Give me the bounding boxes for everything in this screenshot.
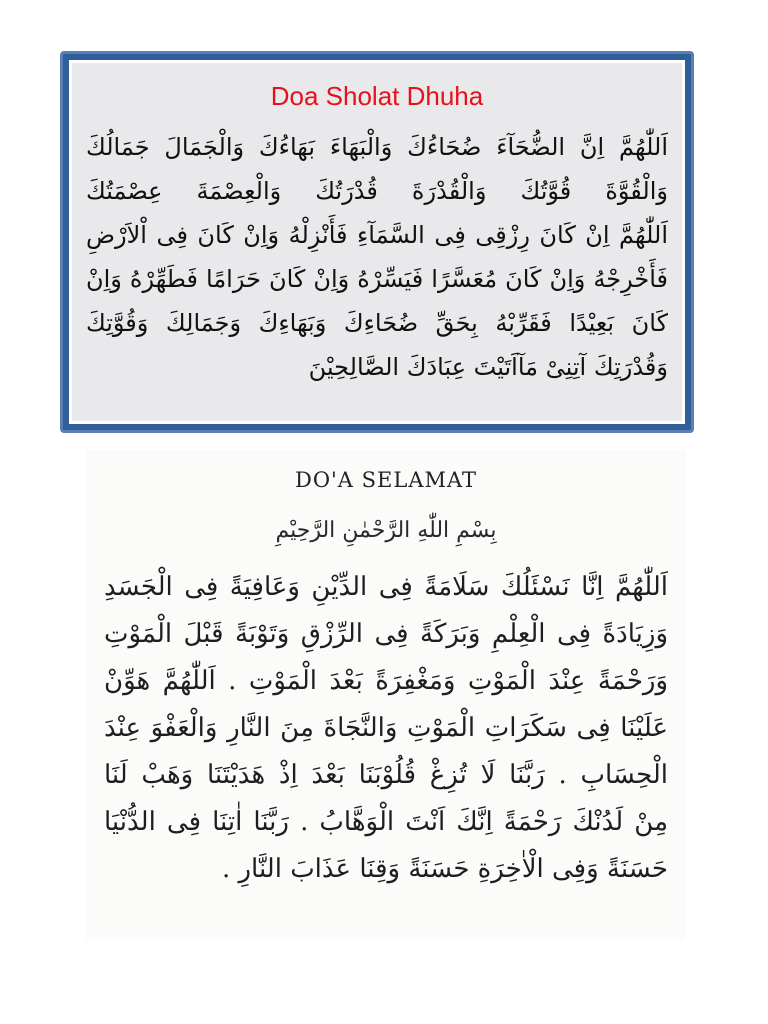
doa-dhuha-panel-inner — [69, 60, 685, 424]
doa-selamat-text — [104, 564, 668, 893]
doa-dhuha-line-1: اَللّٰهُمَّ اِنَّ الضُّحَآءَ ضُحَاءُكَ وَالْبَهَاءَ بَهَاءُكَ وَالْجَمَالَ جَمَالُكَ — [86, 133, 668, 161]
doa-dhuha-line-6: وَقُدْرَتِكَ آتِنِىْ مَآاَتَيْتَ عِبَادَكَ الصَّالِحِيْنَ — [308, 353, 668, 381]
doa-selamat-line-7: حَسَنَةً وَفِى الْاٰخِرَةِ حَسَنَةً وَقِنَا عَذَابَ النَّارِ . — [221, 854, 668, 884]
doa-selamat-line-2: وَزِيَادَةً فِى الْعِلْمِ وَبَرَكَةً فِى الرِّزْقِ وَتَوْبَةً قَبْلَ الْمَوْتِ — [104, 619, 668, 649]
doa-dhuha-line-4: فَأَخْرِجْهُ وَاِنْ كَانَ مُعَسَّرًا فَيَسِّرْهُ وَاِنْ كَانَ حَرَامًا فَطَهِّرْهُ وَاِنْ — [86, 265, 668, 293]
doa-selamat-line-1: اَللّٰهُمَّ اِنَّا نَسْئَلُكَ سَلَامَةً فِى الدِّيْنِ وَعَافِيَةً فِى الْجَسَدِ — [104, 572, 668, 602]
doa-dhuha-line-5: كَانَ بَعِيْدًا فَقَرِّبْهُ بِحَقِّ ضُحَاءِكَ وَبَهَاءِكَ وَجَمَالِكَ وَقُوَّتِكَ — [86, 309, 668, 337]
doa-dhuha-panel — [60, 51, 694, 433]
doa-selamat-title: DO'A SELAMAT — [294, 468, 478, 492]
doa-selamat-scan — [86, 450, 686, 940]
doa-dhuha-title: Doa Sholat Dhuha — [270, 81, 484, 111]
doa-selamat-bismillah: بِسْمِ اللّٰهِ الرَّحْمٰنِ الرَّحِيْمِ — [275, 518, 497, 543]
doa-selamat-line-4: عَلَيْنَا فِى سَكَرَاتِ الْمَوْتِ وَالنَّجَاةَ مِنَ النَّارِ وَالْعَفْوَ عِنْدَ — [104, 713, 668, 743]
doa-dhuha-line-2: وَالْقُوَّةَ قُوَّتُكَ وَالْقُدْرَةَ قُدْرَتُكَ وَالْعِصْمَةَ عِصْمَتُكَ — [86, 177, 668, 205]
doa-selamat-line-3: وَرَحْمَةً عِنْدَ الْمَوْتِ وَمَغْفِرَةً بَعْدَ الْمَوْتِ . اَللّٰهُمَّ هَوِّنْ — [104, 666, 668, 696]
doa-selamat-line-6: مِنْ لَدُنْكَ رَحْمَةً اِنَّكَ اَنْتَ الْوَهَّابُ . رَبَّنَا اٰتِنَا فِى الدُّنْيَا — [104, 807, 668, 837]
doa-dhuha-text — [86, 125, 668, 389]
doa-selamat-line-5: الْحِسَابِ . رَبَّنَا لَا تُزِغْ قُلُوْبَنَا بَعْدَ اِذْ هَدَيْتَنَا وَهَبْ لَنَا — [104, 760, 668, 790]
doa-dhuha-line-3: اَللّٰهُمَّ اِنْ كَانَ رِزْقِى فِى السَّمَآءِ فَأَنْزِلْهُ وَاِنْ كَانَ فِى اْلاَرْضِ — [86, 221, 668, 249]
